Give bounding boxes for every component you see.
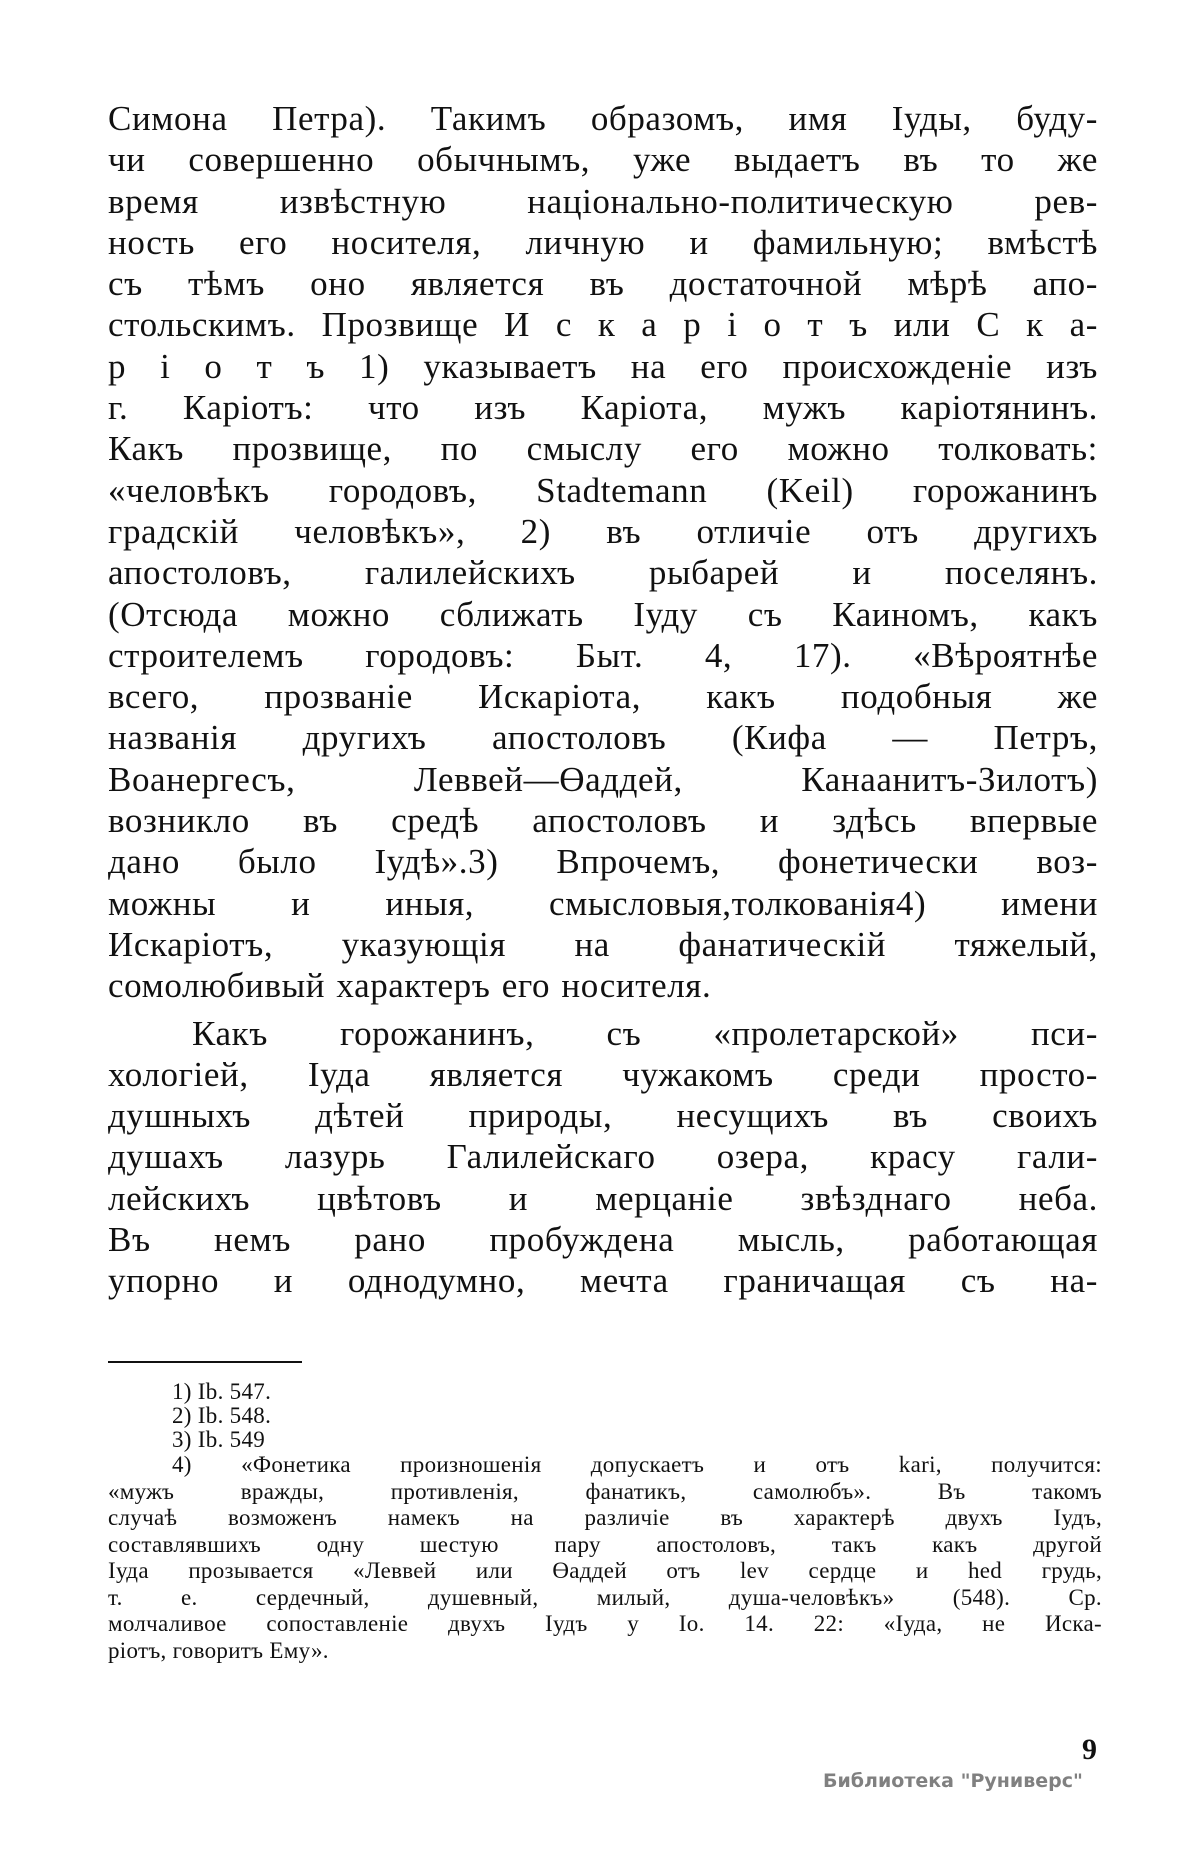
text-line: ность его носителя, личную и фамильную; вмѣстѣ (108, 222, 1098, 262)
text-line: Какъ прозвище, по смыслу его можно толковать: (108, 429, 1098, 469)
footnote-line: составлявшихъ одну шестую пару апостоловъ, такъ какъ другой (108, 1531, 1102, 1557)
text-line: Какъ горожанинъ, съ «пролетарской» пси- (192, 1013, 1098, 1053)
text-line: дано было Іудѣ».3) Впрочемъ, фонетически воз- (108, 842, 1098, 882)
text-line: возникло въ средѣ апостоловъ и здѣсь впервые (108, 801, 1098, 841)
text-line: время извѣстную національно-политическую рев- (108, 181, 1098, 221)
footnote-line: 2) Ib. 548. (172, 1403, 272, 1428)
text-line: стольскимъ. Прозвище И с к а р і о т ъ или С к а- (108, 305, 1098, 345)
text-line: Воанергесъ, Леввей—Өаддей, Канаанитъ-Зилотъ) (108, 759, 1098, 799)
footnotes (108, 1380, 1102, 1664)
text-line: названія другихъ апостоловъ (Кифа — Петръ, (108, 718, 1098, 758)
footnote-line: т. е. сердечный, душевный, милый, душа-человѣкъ» (548). Ср. (108, 1584, 1102, 1610)
text-line: упорно и однодумно, мечта граничащая съ на- (108, 1261, 1098, 1301)
text-line: душахъ лазурь Галилейскаго озера, красу гали- (108, 1137, 1098, 1177)
text-line: г. Каріотъ: что изъ Каріота, мужъ каріотянинъ. (108, 388, 1098, 428)
text-line: всего, прозваніе Искаріота, какъ подобныя же (108, 677, 1098, 717)
text-line: можны и иныя, смысловыя,толкованія4) имени (108, 883, 1098, 923)
main-text (108, 98, 1098, 1302)
text-line: чи совершенно обычнымъ, уже выдаетъ въ то же (108, 140, 1098, 180)
text-line: строителемъ городовъ: Быт. 4, 17). «Вѣроятнѣе (108, 635, 1098, 675)
library-watermark: Библиотека "Руниверс" (823, 1770, 1083, 1792)
text-line: съ тѣмъ оно является въ достаточной мѣрѣ апо- (108, 264, 1098, 304)
footnote-line: случаѣ возможенъ намекъ на различіе въ характерѣ двухъ Іудъ, (108, 1505, 1102, 1530)
text-line: (Отсюда можно сближать Іуду съ Каиномъ, какъ (108, 594, 1098, 634)
paragraph-2 (108, 1013, 1098, 1302)
text-line: апостоловъ, галилейскихъ рыбарей и поселянъ. (108, 553, 1098, 593)
text-line: «человѣкъ городовъ, Stadtemann (Keil) горожанинъ (108, 470, 1098, 510)
footnote-line: ріотъ, говоритъ Ему». (108, 1637, 329, 1663)
text-line: р і о т ъ 1) указываетъ на его происхожденіе изъ (108, 346, 1098, 386)
footnote-line: «мужъ вражды, противленія, фанатикъ, самолюбъ». Въ такомъ (108, 1478, 1102, 1504)
page-number: 9 (1082, 1733, 1097, 1766)
text-line: хологіей, Іуда является чужакомъ среди просто- (108, 1054, 1098, 1094)
footnote-line: 4) «Фонетика произношенія допускаетъ и отъ kari, получится: (172, 1452, 1102, 1477)
footnote-line: Іуда прозывается «Леввей или Өаддей отъ lev сердце и hed грудь, (108, 1558, 1102, 1583)
text-line: Искаріотъ, указующія на фанатическій тяжелый, (108, 924, 1098, 964)
text-line: градскій человѣкъ», 2) въ отличіе отъ другихъ (108, 511, 1098, 551)
text-line: душныхъ дѣтей природы, несущихъ въ своихъ (108, 1096, 1098, 1136)
text-line: сомолюбивый характеръ его носителя. (108, 966, 712, 1006)
footnote-line: 3) Ib. 549 (172, 1427, 266, 1452)
footnote-divider (108, 1361, 302, 1363)
text-line: лейскихъ цвѣтовъ и мерцаніе звѣзднаго неба. (108, 1178, 1098, 1218)
paragraph-1 (108, 98, 1098, 1007)
text-line: Въ немъ рано пробуждена мысль, работающая (108, 1220, 1098, 1260)
footnote-line: молчаливое сопоставленіе двухъ Іудъ у Io. 14. 22: «Іуда, не Иска- (108, 1611, 1102, 1636)
text-line: Симона Петра). Такимъ образомъ, имя Іуды, буду- (108, 99, 1098, 138)
footnote-line: 1) Ib. 547. (172, 1379, 272, 1404)
